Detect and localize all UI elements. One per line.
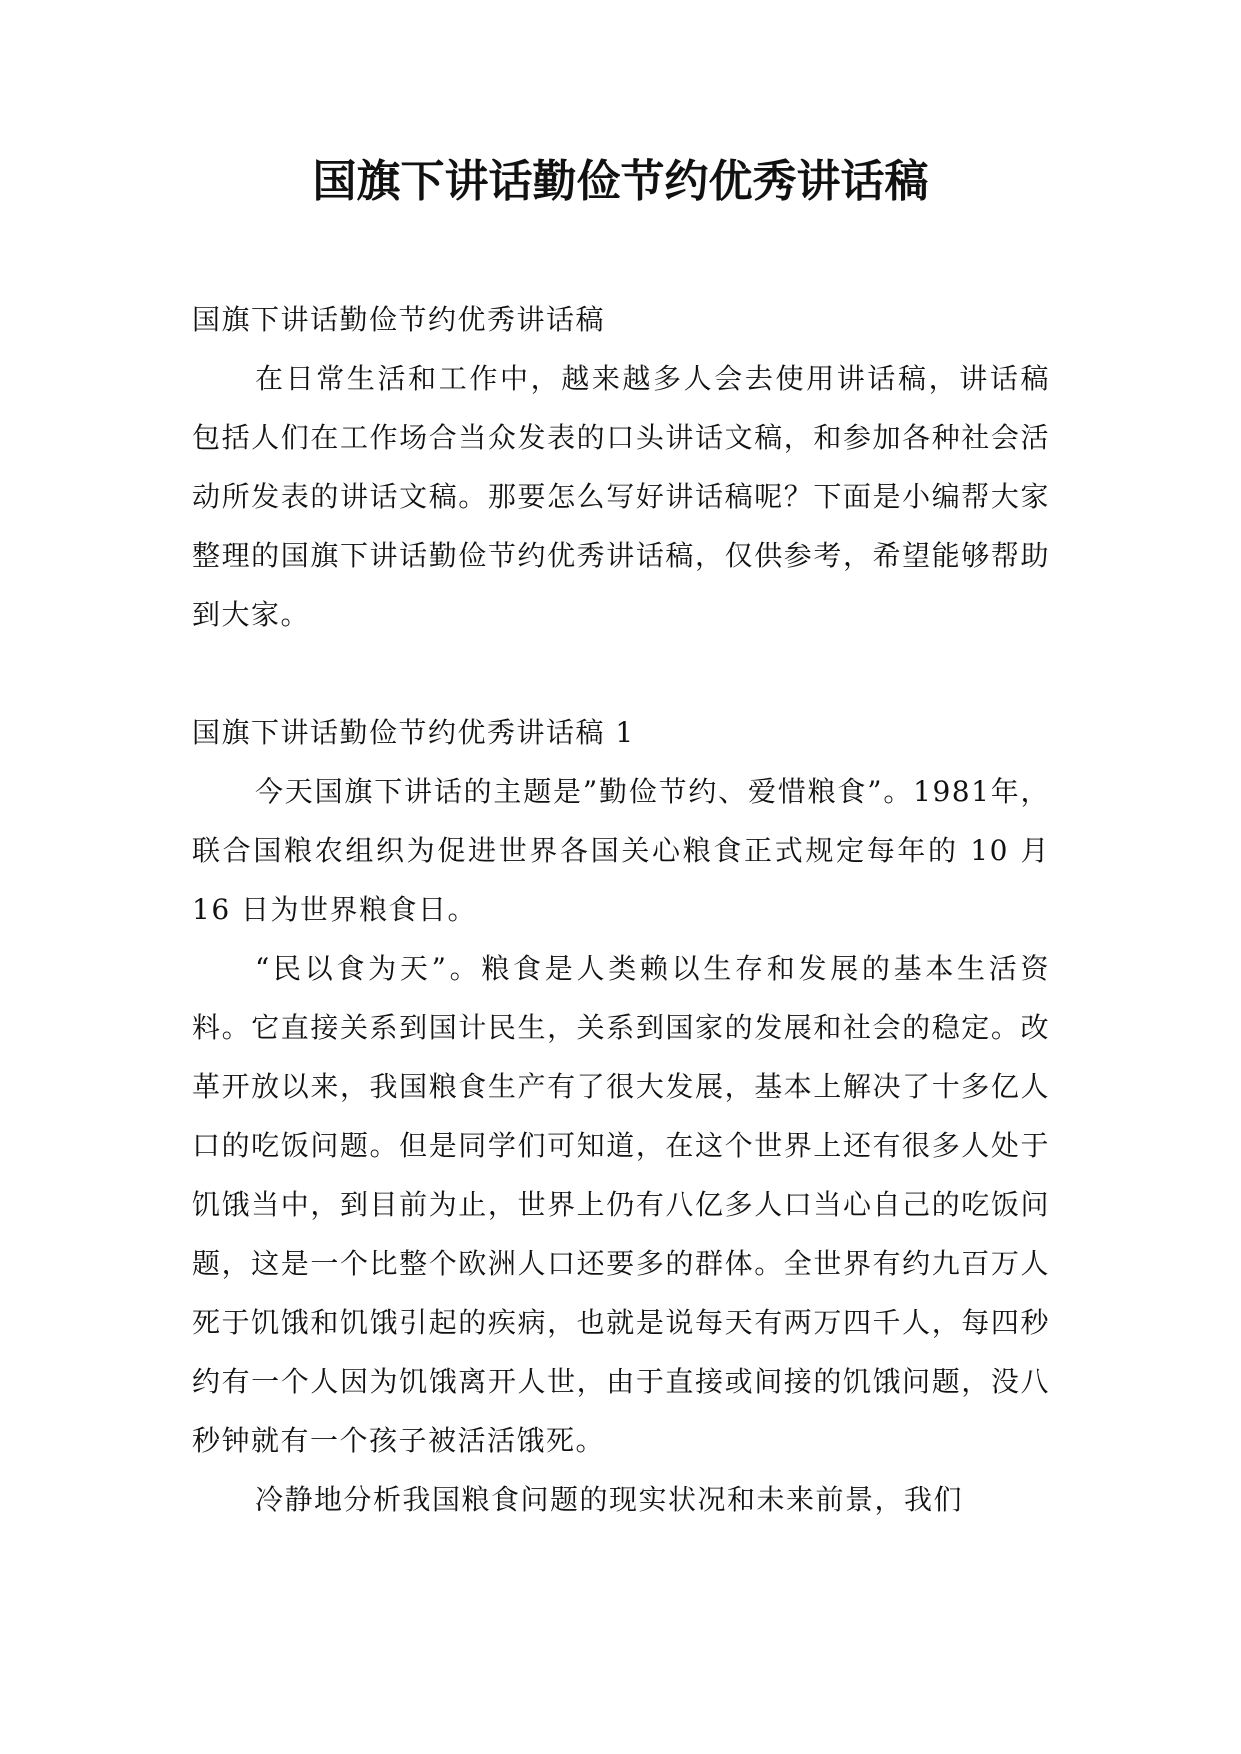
intro-paragraph: 在日常生活和工作中，越来越多人会去使用讲话稿，讲话稿包括人们在工作场合当众发表的口头讲话文稿，和参加各种社会活动所发表的讲话文稿。那要怎么写好讲话稿呢？下面是小编帮大家整理的国旗下讲话勤俭节约优秀讲话稿，仅供参考，希望能够帮助到大家。 [192,362,1050,631]
document-title: 国旗下讲话勤俭节约优秀讲话稿 [312,156,929,207]
body-paragraph: “民以食为天”。粮食是人类赖以生存和发展的基本生活资料。它直接关系到国计民生，关系到国家的发展和社会的稳定。改革开放以来，我国粮食生产有了很大发展，基本上解决了十多亿人口的吃饭问题。但是同学们可知道，在这个世界上还有很多人处于饥饿当中，到目前为止，世界上仍有八亿多人口当心自己的吃饭问题，这是一个比整个欧洲人口还要多的群体。全世界有约九百万人死于饥饿和饥饿引起的疾病，也就是说每天有两万四千人，每四秒约有一个人因为饥饿离开人世，由于直接或间接的饥饿问题，没八秒钟就有一个孩子被活活饿死。 [192,952,1050,1457]
body-paragraph: 今天国旗下讲话的主题是”勤俭节约、爱惜粮食”。1981年，联合国粮农组织为促进世界各国关心粮食正式规定每年的 10 月 16 日为世界粮食日。 [192,775,1050,926]
section-spacer [192,644,1050,703]
document-subtitle: 国旗下讲话勤俭节约优秀讲话稿 [192,303,606,336]
body-paragraph: 冷静地分析我国粮食问题的现实状况和未来前景，我们 [255,1483,964,1516]
document-body [192,290,1050,1529]
section-heading: 国旗下讲话勤俭节约优秀讲话稿 1 [192,716,635,749]
